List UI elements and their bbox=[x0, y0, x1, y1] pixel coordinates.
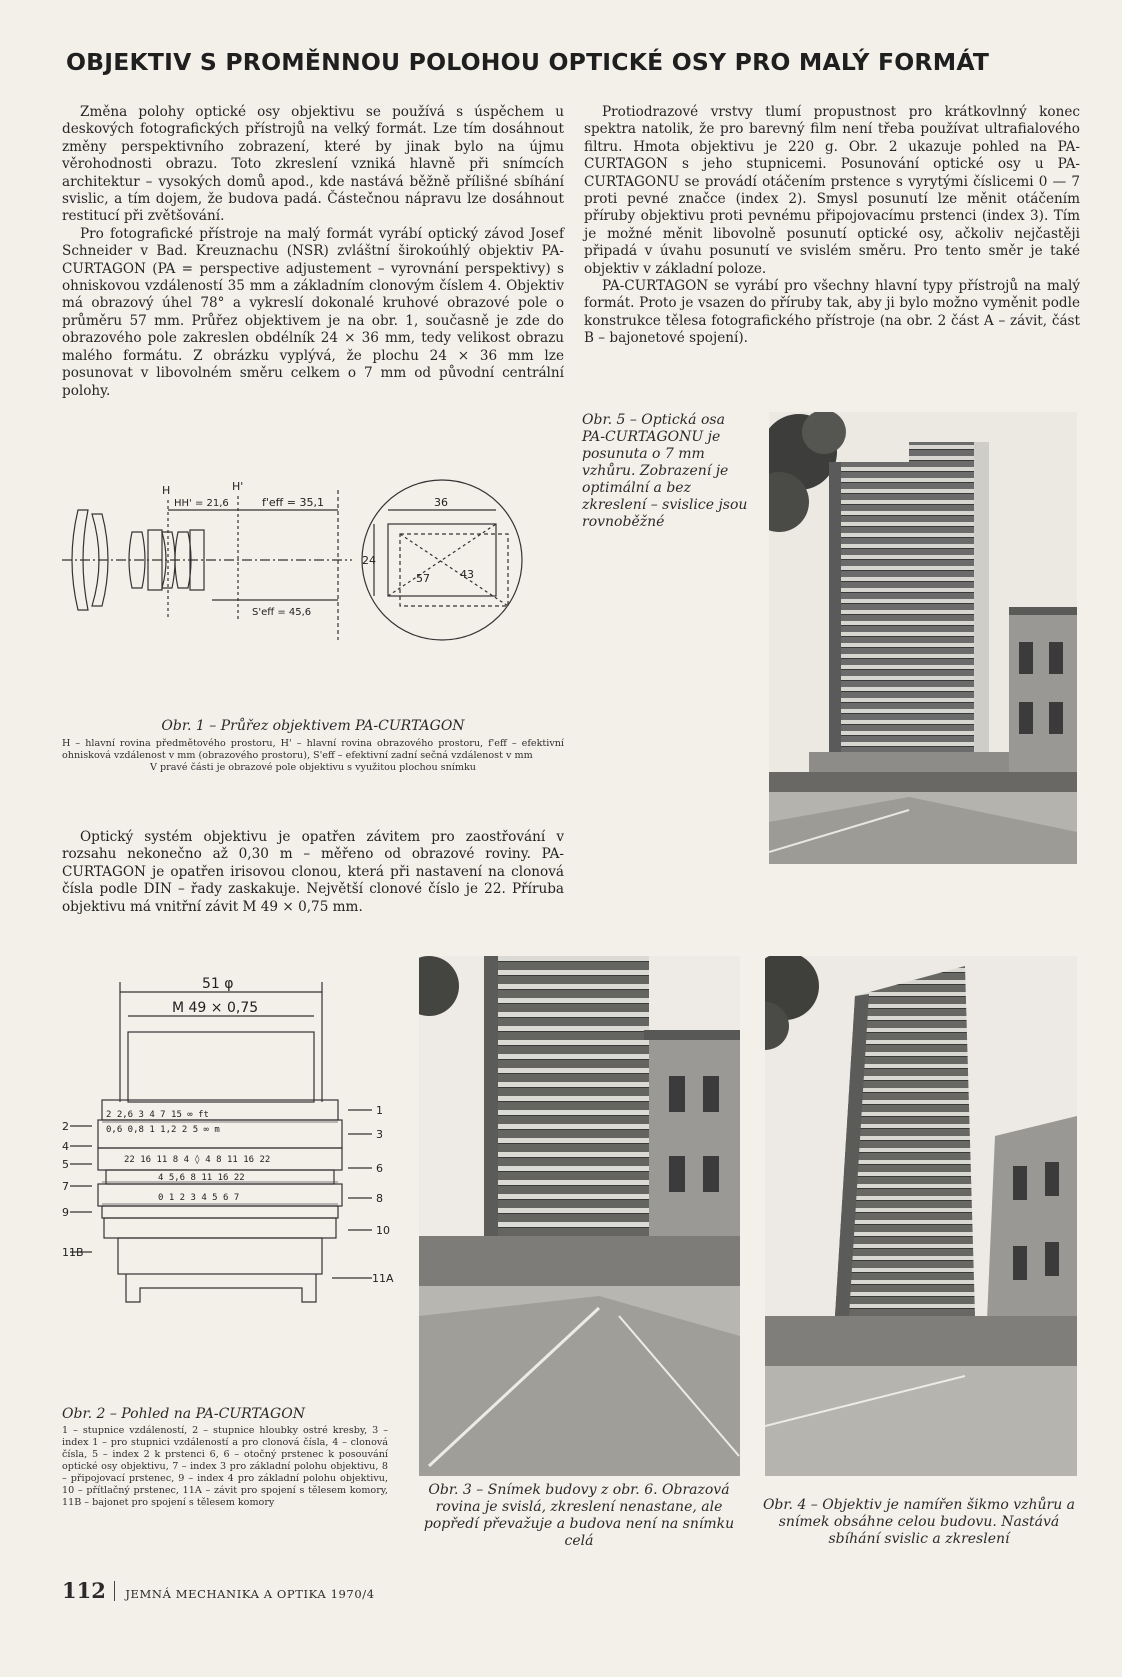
label-24: 24 bbox=[362, 554, 376, 567]
footer-divider bbox=[114, 1581, 116, 1601]
callout-7: 7 bbox=[62, 1180, 69, 1193]
figure-1-caption-note: V pravé části je obrazové pole objektivu s využitou plochou snímku bbox=[150, 762, 476, 773]
figure-2-caption bbox=[62, 1406, 388, 1509]
scale-aperture: 4 5,6 8 11 16 22 bbox=[158, 1173, 245, 1183]
paragraph: PA-CURTAGON se vyrábí pro všechny hlavní typy přístrojů na malý formát. Proto je vsazen do příruby tak, aby ji bylo možno vyměnit podle konstrukce tělesa fotografického přístroje (na obr. 2 část A – závit, část B – bajonetové spojení). bbox=[584, 278, 1080, 347]
callout-10: 10 bbox=[376, 1224, 390, 1237]
optic-paragraph bbox=[62, 829, 564, 916]
lens-cross-section-diagram bbox=[62, 470, 564, 690]
scale-depth-of-field: 22 16 11 8 4 ◊ 4 8 11 16 22 bbox=[124, 1155, 271, 1165]
callout-9: 9 bbox=[62, 1206, 69, 1219]
figure-2-caption-text: 1 – stupnice vzdáleností, 2 – stupnice hloubky ostré kresby, 3 – index 1 – pro stupnici vzdáleností a pro clonová čísla, 4 – clonová čísla, 5 – index 2 k prstenci 6, 6 – otočný prstenec k posouvání optické osy objektivu, 7 – index 3 pro základní polohu objektivu, 8 – připojovací prstenec, 9 – index 4 pro základní polohu objektivu, 10 – přítlačný prstenec, 11A – závit pro spojení s tělesem komory, 11B – bajonet pro spojení s tělesem komory bbox=[62, 1425, 388, 1508]
scale-meters: 0,6 0,8 1 1,2 2 5 ∞ m bbox=[106, 1125, 220, 1135]
callout-11A: 11A bbox=[372, 1272, 394, 1285]
figure-2-drawing bbox=[62, 972, 402, 1402]
label-36: 36 bbox=[434, 496, 448, 509]
figure-1-caption-title: Obr. 1 – Průřez objektivem PA-CURTAGON bbox=[161, 718, 465, 734]
figure-5-caption bbox=[582, 412, 750, 531]
figure-1-caption bbox=[62, 718, 564, 774]
figure-3-caption-text: Obr. 3 – Snímek budovy z obr. 6. Obrazová rovina je svislá, zkreslení nenastane, ale popředí převažuje a budova není na snímku celá bbox=[423, 1482, 735, 1549]
left-column-text bbox=[62, 104, 564, 400]
label-feff: f'eff = 35,1 bbox=[262, 496, 324, 509]
lens-side-view-diagram bbox=[62, 972, 402, 1402]
label-57: 57 bbox=[416, 572, 430, 585]
figure-4-caption-text: Obr. 4 – Objektiv je namířen šikmo vzhůru a snímek obsáhne celou budovu. Nastává sbíhání svislic a zkreslení bbox=[762, 1497, 1076, 1547]
label-thread: M 49 × 0,75 bbox=[172, 1000, 259, 1016]
figure-4-caption bbox=[752, 1497, 1086, 1548]
figure-3-caption bbox=[412, 1482, 746, 1550]
journal-name: JEMNÁ MECHANIKA A OPTIKA 1970/4 bbox=[125, 1587, 375, 1601]
callout-3: 3 bbox=[376, 1128, 383, 1141]
tower-photo-vertical bbox=[419, 956, 740, 1476]
tower-photo-tilted bbox=[765, 956, 1077, 1476]
tower-photo-straight bbox=[769, 412, 1077, 864]
page-footer bbox=[62, 1578, 662, 1603]
figure-2-caption-title: Obr. 2 – Pohled na PA-CURTAGON bbox=[62, 1406, 305, 1422]
article-title: OBJEKTIV S PROMĚNNOU POLOHOU OPTICKÉ OSY PRO MALÝ FORMÁT bbox=[66, 48, 990, 76]
label-51: 51 φ bbox=[202, 976, 234, 992]
figure-5-photo bbox=[769, 412, 1077, 864]
scale-feet: 2 2,6 3 4 7 15 ∞ ft bbox=[106, 1110, 209, 1120]
callout-4: 4 bbox=[62, 1140, 69, 1153]
callout-2: 2 bbox=[62, 1120, 69, 1133]
callout-1: 1 bbox=[376, 1104, 383, 1117]
right-column-text bbox=[584, 104, 1080, 348]
label-seff: S'eff = 45,6 bbox=[252, 607, 312, 618]
paragraph: Změna polohy optické osy objektivu se používá s úspěchem u deskových fotografických přístrojů na velký formát. Lze tím dosáhnout změny perspektivního zobrazení, které by jinak bylo na újmu věrohodnosti obrazu. Toto zkreslení vzniká hlavně při snímcích architektur – vysokých domů apod., kde nastává běžně přílišné sbíhání svislic, a tím dojem, že budova padá. Částečnou nápravu lze dosáhnout restitucí při zvětšování. bbox=[62, 104, 564, 225]
figure-1-caption-text: H – hlavní rovina předmětového prostoru, H' – hlavní rovina obrazového prostoru, f'eff – efektivní ohnisková vzdálenost v mm (obrazového prostoru), S'eff – efektivní zadní sečná vzdálenost v mm bbox=[62, 738, 564, 761]
callout-6: 6 bbox=[376, 1162, 383, 1175]
label-HH: HH' = 21,6 bbox=[174, 498, 229, 509]
figure-3-photo bbox=[419, 956, 740, 1476]
label-H-prime: H' bbox=[232, 480, 244, 493]
figure-4-photo bbox=[765, 956, 1077, 1476]
label-H: H bbox=[162, 484, 171, 497]
callout-11B: 11B bbox=[62, 1246, 84, 1259]
label-43: 43 bbox=[460, 568, 474, 581]
paragraph: Protiodrazové vrstvy tlumí propustnost pro krátkovlnný konec spektra natolik, že pro barevný film není třeba používat ultrafialového filtru. Hmota objektivu je 220 g. Obr. 2 ukazuje pohled na PA-CURTAGON s jeho stupnicemi. Posunování optické osy u PA-CURTAGONU se provádí otáčením prstence s vyrytými číslicemi 0 — 7 proti pevné značce (index 2). Smysl posunutí lze měnit otáčením příruby objektivu proti pevnému připojovacímu prstenci (index 3). Tím je možné měnit libovolně posunutí optické osy, ačkoliv nejčastěji připadá v úvahu posunutí ve svislém směru. Pro tento směr je také objektiv v základní poloze. bbox=[584, 104, 1080, 277]
callout-8: 8 bbox=[376, 1192, 383, 1205]
scale-shift: 0 1 2 3 4 5 6 7 bbox=[158, 1193, 240, 1203]
paragraph: Pro fotografické přístroje na malý formát vyrábí optický závod Josef Schneider v Bad. Kreuznachu (NSR) zvláštní širokoúhlý objektiv PA-CURTAGON (PA = perspective adjustement – vyrovnání perspektivy) s ohniskovou vzdáleností 35 mm a základním clonovým číslem 4. Objektiv má obrazový úhel 78° a vykreslí dokonalé kruhové obrazové pole o průměru 57 mm. Průřez objektivem je na obr. 1, současně je zde do obrazového pole zakreslen obdélník 24 × 36 mm, tedy velikost obrazu malého formátu. Z obrázku vyplývá, že plochu 24 × 36 mm lze posunovat v libovolném směru celkem o 7 mm od původní centrální polohy. bbox=[62, 225, 564, 399]
figure-5-caption-text: Obr. 5 – Optická osa PA-CURTAGONU je posunuta o 7 mm vzhůru. Zobrazení je optimální a bez zkreslení – svislice jsou rovnoběžné bbox=[582, 412, 748, 530]
page-number: 112 bbox=[62, 1578, 106, 1603]
paragraph: Optický systém objektivu je opatřen závitem pro zaostřování v rozsahu nekonečno až 0,30 m – měřeno od obrazové roviny. PA-CURTAGON je opatřen irisovou clonou, která při nastavení na clonová čísla podle DIN – řady zaskakuje. Největší clonové číslo je 22. Příruba objektivu má vnitřní závit M 49 × 0,75 mm. bbox=[62, 829, 564, 915]
callout-5: 5 bbox=[62, 1158, 69, 1171]
